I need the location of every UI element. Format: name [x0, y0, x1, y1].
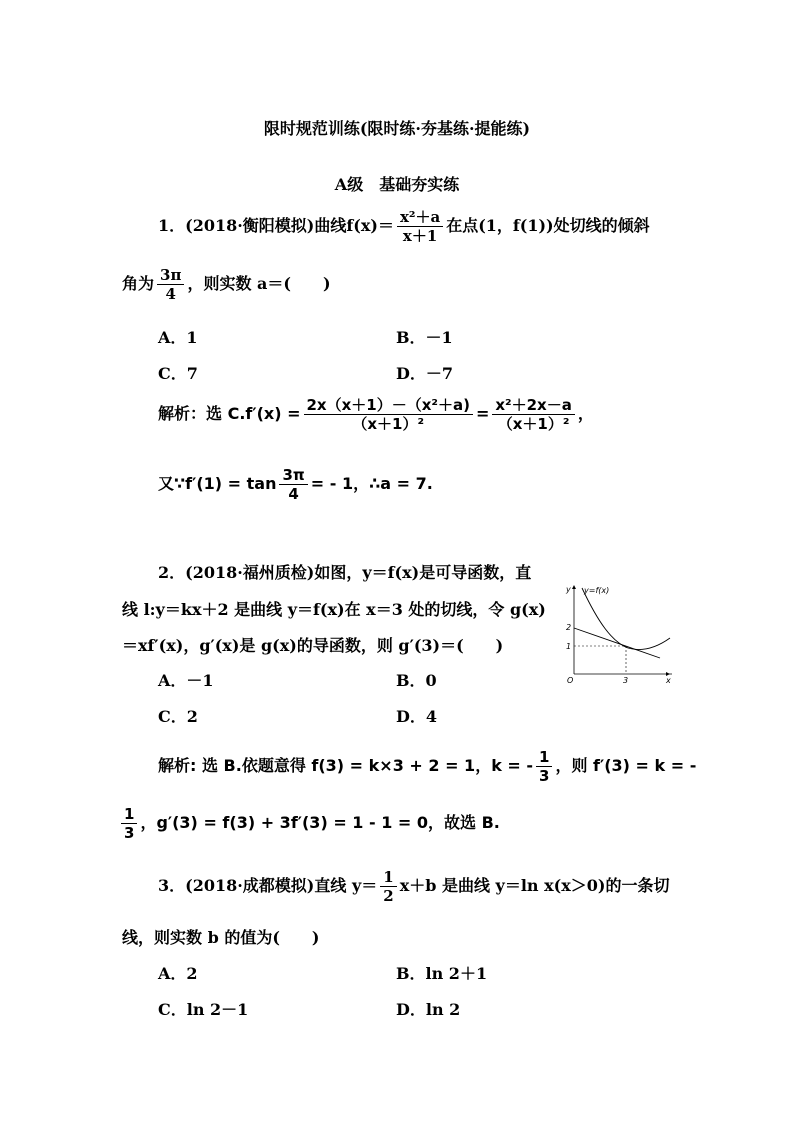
origin-label: O	[567, 676, 574, 684]
q1-angle-fraction	[157, 266, 184, 303]
section-heading: A级 基础夯实练	[334, 175, 460, 194]
fraction-numerator: x²＋a	[399, 208, 441, 226]
q1-solution-text: 解析：选 C.f′(x) =	[158, 404, 301, 423]
q2-option-c: C．2	[158, 707, 198, 726]
q2-option-b: B．0	[396, 671, 437, 690]
q1-option-b: B．－1	[396, 328, 453, 347]
fraction-numerator: 1	[383, 868, 394, 886]
q3-stem-text: x＋b 是曲线 y＝ln x(x＞0)的一条切	[399, 876, 670, 895]
q1-option-a: A．1	[158, 328, 198, 347]
q3-option-c: C．ln 2－1	[158, 1000, 249, 1019]
fraction-denominator: 2	[380, 886, 396, 905]
q3-stem-line-2: 线，则实数 b 的值为( )	[122, 928, 320, 947]
q1-solution-text: ，	[577, 404, 594, 423]
q2-option-a: A．－1	[158, 671, 214, 690]
y-axis-arrow	[572, 585, 576, 589]
q2-stem-line-3: ＝xf′(x)，g′(x)是 g(x)的导函数，则 g′(3)＝( )	[122, 636, 504, 655]
q1-stem-line-1	[158, 208, 650, 245]
q1-solution-fraction-3	[279, 466, 307, 503]
q1-stem-line-2	[122, 266, 331, 303]
fraction-denominator: x＋1	[397, 226, 443, 245]
fraction-numerator: x²＋2x－a	[495, 396, 572, 414]
q3-slope-fraction	[380, 868, 396, 905]
q1-option-c: C．7	[158, 364, 198, 383]
tangent-line	[574, 628, 660, 658]
q1-stem-text: 1．(2018·衡阳模拟)曲线f(x)＝	[158, 216, 394, 235]
fraction-denominator: （x＋1）²	[492, 414, 574, 433]
q2-solution-fraction-2	[121, 805, 137, 842]
q1-stem-text: 角为	[122, 274, 155, 293]
fraction-denominator: （x＋1）²	[304, 414, 473, 433]
curve-label: y=f(x)	[584, 586, 610, 595]
fraction-numerator: 3π	[160, 266, 182, 284]
x-tick-3: 3	[623, 676, 629, 684]
q2-solution-text: ，则 f′(3) = k = ‐	[555, 756, 697, 775]
q2-solution-fraction-1	[536, 748, 552, 785]
q1-stem-text: ，则实数 a＝( )	[187, 274, 331, 293]
equals-sign: =	[475, 404, 490, 423]
q2-solution-text: 解析: 选 B.依题意得 f(3) = k×3 + 2 = 1，k = ‐	[158, 756, 534, 775]
y-tick-1: 1	[566, 642, 572, 651]
q1-solution-text: = ‐ 1，∴a = 7.	[310, 474, 433, 493]
q1-solution-fraction-2	[492, 396, 574, 433]
x-axis-label: x	[666, 676, 671, 684]
q1-solution-line-2	[158, 466, 433, 503]
q3-stem-text: 3．(2018·成都模拟)直线 y＝	[158, 876, 378, 895]
q1-solution-line-1	[158, 396, 594, 433]
q1-option-d: D．－7	[396, 364, 454, 383]
q1-function-fraction	[397, 208, 443, 245]
fraction-denominator: 3	[121, 823, 137, 842]
y-tick-2: 2	[566, 623, 572, 632]
q2-stem-line-2: 线 l:y＝kx＋2 是曲线 y＝f(x)在 x＝3 处的切线，令 g(x)	[122, 600, 546, 619]
fraction-denominator: 4	[157, 284, 184, 303]
fraction-numerator: 3π	[282, 466, 305, 484]
q2-solution-text: ，g′(3) = f(3) + 3f′(3) = 1 ‐ 1 = 0，故选 B.	[140, 813, 500, 832]
q2-function-graph	[560, 582, 674, 684]
page-title: 限时规范训练(限时练·夯基练·提能练)	[263, 119, 531, 138]
q1-solution-text: 又∵f′(1) = tan	[158, 474, 277, 493]
fraction-numerator: 1	[539, 748, 550, 766]
fraction-denominator: 4	[279, 484, 307, 503]
curve-y-fx	[582, 588, 670, 650]
q3-stem-line-1	[158, 868, 670, 905]
y-axis-label: y	[566, 585, 571, 594]
fraction-numerator: 1	[124, 805, 135, 823]
fraction-denominator: 3	[536, 766, 552, 785]
q2-stem-line-1: 2．(2018·福州质检)如图，y＝f(x)是可导函数，直	[158, 563, 532, 582]
q2-solution-line-1	[158, 748, 696, 785]
q1-stem-text: 在点(1，f(1))处切线的倾斜	[446, 216, 650, 235]
q3-option-d: D．ln 2	[396, 1000, 461, 1019]
fraction-numerator: 2x（x＋1）－（x²＋a)	[306, 396, 470, 414]
q1-solution-fraction-1	[304, 396, 473, 433]
q3-option-b: B．ln 2＋1	[396, 964, 488, 983]
q2-solution-line-2	[118, 805, 500, 842]
q2-option-d: D．4	[396, 707, 438, 726]
q3-option-a: A．2	[158, 964, 198, 983]
